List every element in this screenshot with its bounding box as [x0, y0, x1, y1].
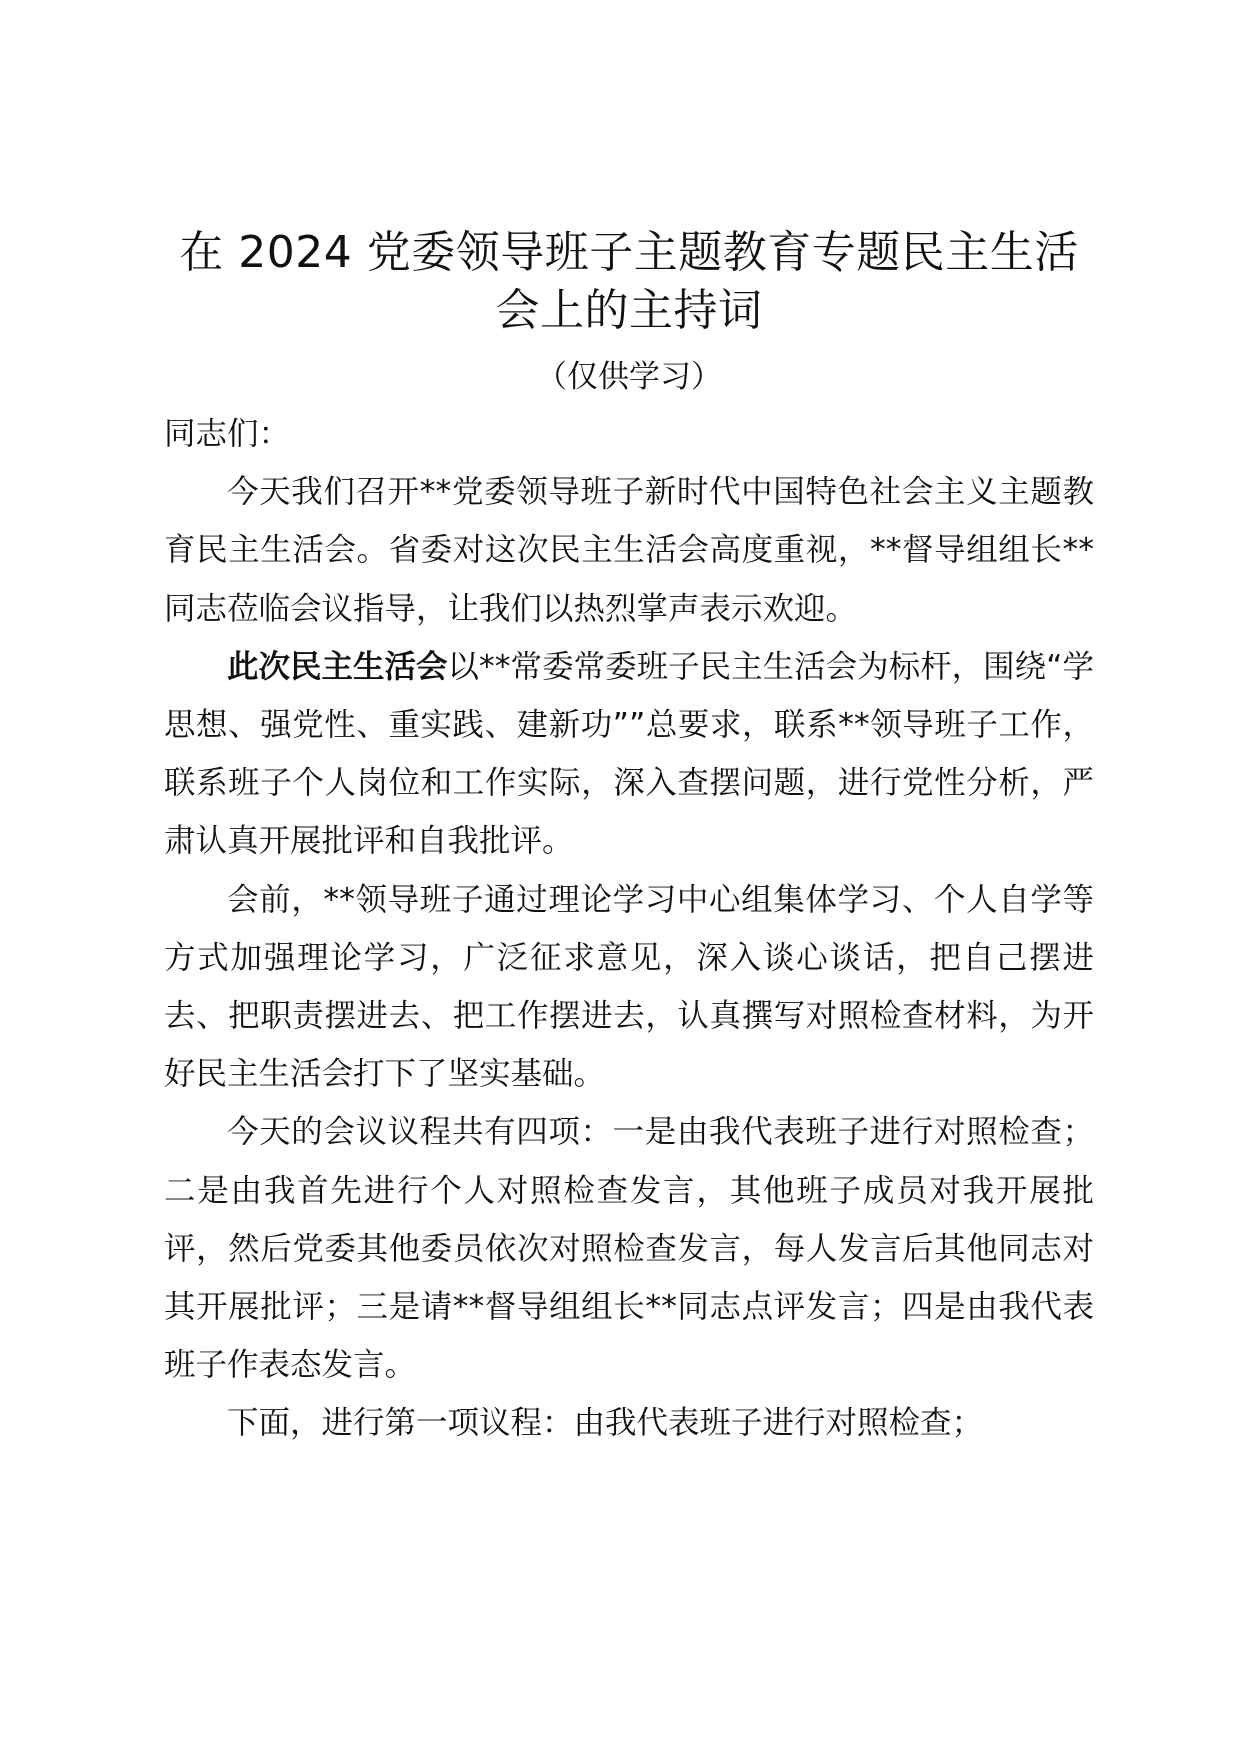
paragraph-agenda	[164, 1103, 1094, 1394]
paragraph-first-item	[164, 1394, 1094, 1452]
document-subtitle: （仅供学习）	[536, 359, 722, 395]
paragraph-text: 以**常委常委班子民主生活会为标杆，围绕“学思想、强党性、重实践、建新功””总要求，联系**领导班子工作，联系班子个人岗位和工作实际，深入查摆问题，进行党性分析，严肃认真开展批评和自我批评。	[164, 648, 1094, 860]
salutation: 同志们：	[164, 416, 291, 452]
document-title: 在 2024 党委领导班子主题教育专题民主生活会上的主持词	[179, 227, 1079, 336]
paragraph-lead-bold: 此次民主生活会	[227, 648, 448, 685]
document-content	[164, 224, 1094, 1453]
paragraph-preparation	[164, 871, 1094, 1104]
paragraph-text: 会前，**领导班子通过理论学习中心组集体学习、个人自学等方式加强理论学习，广泛征求意见，深入谈心谈话，把自己摆进去、把职责摆进去、把工作摆进去，认真撰写对照检查材料，为开好民主生活会打下了坚实基础。	[164, 881, 1094, 1093]
paragraph-text: 今天的会议议程共有四项：一是由我代表班子进行对照检查；二是由我首先进行个人对照检查发言，其他班子成员对我开展批评，然后党委其他委员依次对照检查发言，每人发言后其他同志对其开展批评；三是请**督导组组长**同志点评发言；四是由我代表班子作表态发言。	[164, 1114, 1094, 1384]
paragraph-text: 今天我们召开**党委领导班子新时代中国特色社会主义主题教育民主生活会。省委对这次民主生活会高度重视，**督导组组长**同志莅临会议指导，让我们以热烈掌声表示欢迎。	[164, 474, 1094, 627]
paragraph-meeting-purpose	[164, 638, 1094, 871]
paragraph-opening	[164, 463, 1094, 638]
paragraph-text: 下面，进行第一项议程：由我代表班子进行对照检查；	[227, 1405, 984, 1442]
